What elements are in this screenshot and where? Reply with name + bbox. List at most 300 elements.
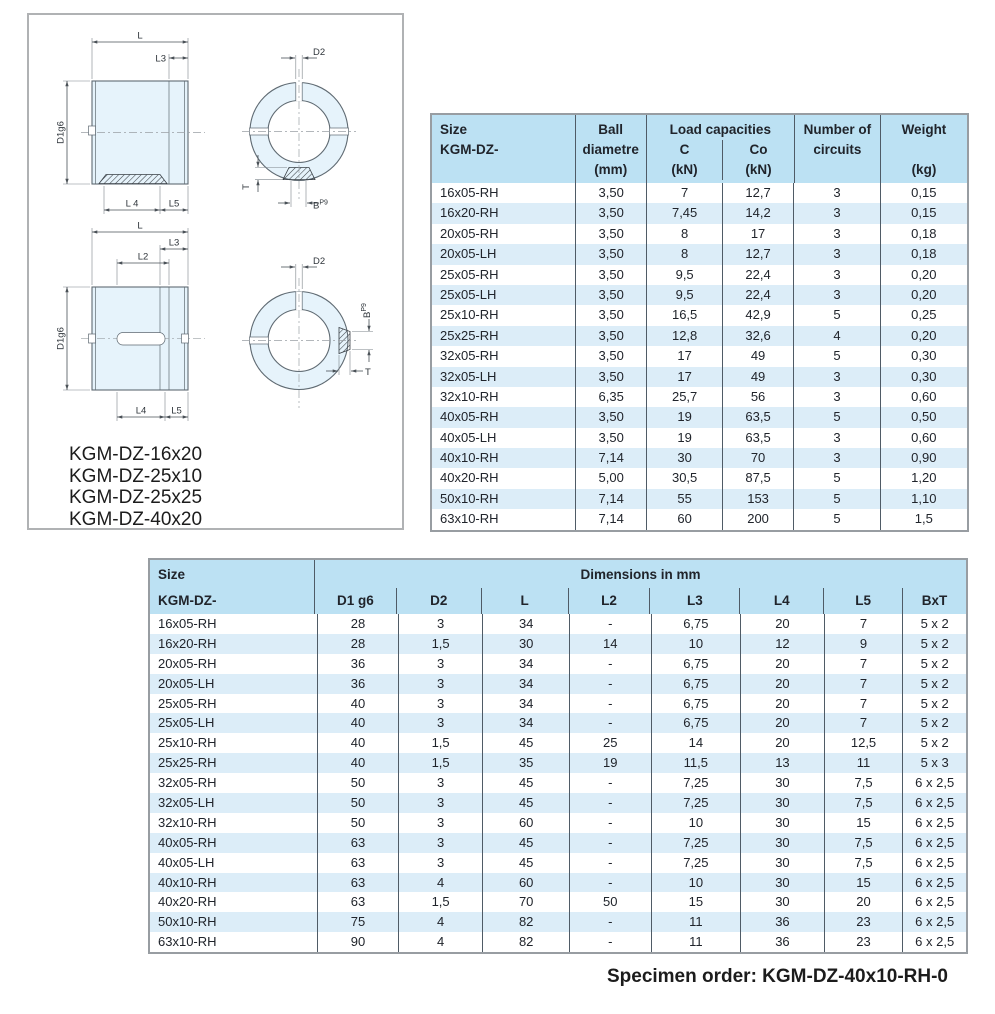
- table-cell: -: [569, 614, 651, 634]
- table-cell: 3: [793, 448, 879, 468]
- table-cell: 45: [482, 773, 569, 793]
- specimen-order: Specimen order: KGM-DZ-40x10-RH-0: [606, 966, 948, 987]
- table-cell: 3: [398, 773, 483, 793]
- col-header-l4: L4: [739, 588, 823, 614]
- table-cell: 3: [793, 285, 879, 305]
- table-cell: 9,5: [646, 285, 721, 305]
- table-cell: 7,14: [575, 489, 646, 509]
- table-cell: 7,25: [651, 773, 741, 793]
- table-cell: 7,5: [824, 853, 903, 873]
- table-cell: 8: [646, 224, 721, 244]
- table-cell: 25x25-RH: [158, 755, 217, 771]
- table-cell: 7: [824, 694, 903, 714]
- table-cell: 7,25: [651, 853, 741, 873]
- table-cell: 153: [722, 489, 793, 509]
- table-cell: 6 x 2,5: [902, 833, 966, 853]
- col-header-size: [432, 115, 575, 183]
- table-cell: 35: [482, 753, 569, 773]
- col-header-dimensions-span: Dimensions in mm: [580, 567, 701, 582]
- table-cell: 22,4: [722, 285, 793, 305]
- table-cell: 17: [646, 367, 721, 387]
- table-cell: 6 x 2,5: [902, 873, 966, 893]
- table-row: [432, 265, 967, 285]
- table-cell: 15: [651, 892, 741, 912]
- table-cell: 25x05-LH: [440, 286, 497, 302]
- dim-label-L4: L4: [135, 405, 147, 417]
- table-cell: 7: [646, 183, 721, 203]
- col-header-c-unit: (kN): [671, 162, 698, 177]
- dim-label-L5: L5: [168, 198, 180, 210]
- table-cell: 32x05-LH: [440, 368, 497, 384]
- table-cell: 11,5: [651, 753, 741, 773]
- model-name: KGM-DZ-25x10: [69, 465, 203, 487]
- table-cell: 34: [482, 694, 569, 714]
- table-cell: 7,5: [824, 793, 903, 813]
- dim-label-D2: D2: [313, 256, 326, 267]
- table-cell: 16,5: [646, 305, 721, 325]
- col-header-c: [647, 140, 722, 180]
- table-cell: 16x20-RH: [440, 205, 499, 221]
- table-row: [150, 873, 966, 893]
- table-cell: 20x05-LH: [158, 675, 215, 691]
- table-cell: 12,7: [722, 244, 793, 264]
- table-row: [432, 224, 967, 244]
- table-cell: 3,50: [575, 367, 646, 387]
- table-cell: 36: [740, 912, 824, 932]
- col-header-co-symbol: Co: [749, 142, 768, 157]
- table-cell: 12,8: [646, 326, 721, 346]
- model-name: KGM-DZ-16x20: [69, 444, 203, 465]
- table-cell: 6,75: [651, 614, 741, 634]
- col-header-size-line2: KGM-DZ-: [158, 593, 217, 608]
- table-cell: 3,50: [575, 285, 646, 305]
- table-cell: 6 x 2,5: [902, 793, 966, 813]
- table-cell: 19: [646, 428, 721, 448]
- col-header-ball-line3: (mm): [594, 162, 628, 177]
- load-table-header: [432, 115, 967, 183]
- table-cell: 1,5: [398, 634, 483, 654]
- table-cell: 0,60: [880, 387, 967, 407]
- table-cell: 1,5: [398, 733, 483, 753]
- table-row: [432, 468, 967, 488]
- table-cell: 0,50: [880, 407, 967, 427]
- table-cell: 60: [646, 509, 721, 529]
- table-cell: 5 x 2: [902, 654, 966, 674]
- table-cell: 30: [646, 448, 721, 468]
- table-cell: 32x05-LH: [158, 795, 215, 811]
- table-cell: 6,75: [651, 713, 741, 733]
- technical-drawing-panel: [27, 13, 404, 530]
- table-cell: -: [569, 932, 651, 952]
- table-cell: 56: [722, 387, 793, 407]
- table-cell: 40x10-RH: [440, 450, 499, 466]
- table-row: [150, 674, 966, 694]
- table-cell: 15: [824, 873, 903, 893]
- table-cell: 28: [317, 634, 398, 654]
- table-cell: 40: [317, 694, 398, 714]
- table-row: [150, 912, 966, 932]
- model-name: KGM-DZ-25x25: [69, 487, 203, 508]
- table-cell: 25x10-RH: [440, 307, 499, 323]
- table-row: [150, 614, 966, 634]
- table-cell: 5 x 2: [902, 713, 966, 733]
- table-row: [432, 346, 967, 366]
- col-header-weight: [880, 115, 967, 183]
- table-row: [432, 244, 967, 264]
- model-name: KGM-DZ-40x20: [69, 508, 203, 530]
- table-cell: 17: [646, 346, 721, 366]
- table-cell: 14: [651, 733, 741, 753]
- table-cell: 32x10-RH: [440, 388, 499, 404]
- table-row: [150, 634, 966, 654]
- table-cell: 30: [740, 853, 824, 873]
- table-cell: 87,5: [722, 468, 793, 488]
- table-cell: 3,50: [575, 244, 646, 264]
- table-cell: 4: [398, 932, 483, 952]
- table-row: [150, 694, 966, 714]
- dim-label-L: L: [137, 30, 143, 42]
- table-cell: 5: [793, 305, 879, 325]
- table-cell: 40x20-RH: [440, 470, 499, 486]
- table-cell: 32x05-RH: [440, 348, 499, 364]
- table-cell: 3: [398, 614, 483, 634]
- table-cell: 4: [398, 873, 483, 893]
- table-cell: 5: [793, 346, 879, 366]
- table-cell: 30: [740, 813, 824, 833]
- table-cell: 11: [651, 932, 741, 952]
- table-cell: 8: [646, 244, 721, 264]
- table-cell: 7,5: [824, 833, 903, 853]
- table-cell: 63: [317, 833, 398, 853]
- table-cell: 3,50: [575, 305, 646, 325]
- table-cell: 23: [824, 912, 903, 932]
- table-cell: 1,5: [398, 753, 483, 773]
- col-header-c-symbol: C: [679, 142, 690, 157]
- table-cell: 25x05-RH: [440, 266, 499, 282]
- table-cell: 3: [793, 367, 879, 387]
- table-cell: 11: [824, 753, 903, 773]
- table-cell: 40: [317, 733, 398, 753]
- table-cell: 7: [824, 614, 903, 634]
- table-cell: 30: [740, 833, 824, 853]
- table-cell: -: [569, 912, 651, 932]
- table-cell: 3,50: [575, 265, 646, 285]
- col-header-weight-label: Weight: [901, 122, 947, 137]
- table-cell: 63: [317, 853, 398, 873]
- table-cell: 20: [740, 694, 824, 714]
- table-cell: 12,7: [722, 183, 793, 203]
- table-cell: 3: [793, 265, 879, 285]
- table-row: [432, 509, 967, 529]
- table-cell: 70: [722, 448, 793, 468]
- table-row: [150, 753, 966, 773]
- model-list: [69, 444, 202, 530]
- table-cell: 40x05-RH: [158, 834, 217, 850]
- col-header-bxt: BxT: [902, 588, 966, 614]
- table-cell: 6 x 2,5: [902, 912, 966, 932]
- col-header-co: [722, 140, 794, 180]
- table-cell: 50: [317, 813, 398, 833]
- dim-label-BP9: $B^{P9}$: [361, 303, 373, 318]
- col-header-circuits-line2: circuits: [813, 142, 862, 157]
- dim-label-D1g6: D1g6: [55, 121, 67, 144]
- col-header-size-line2: KGM-DZ-: [440, 142, 499, 157]
- table-cell: 5 x 2: [902, 634, 966, 654]
- table-cell: 22,4: [722, 265, 793, 285]
- table-cell: 50x10-RH: [440, 490, 499, 506]
- table-row: [150, 813, 966, 833]
- dim-label-T: T: [365, 367, 371, 378]
- table-cell: 0,15: [880, 203, 967, 223]
- col-header-weight-spacer: [881, 140, 967, 160]
- table-cell: 200: [722, 509, 793, 529]
- table-cell: 19: [569, 753, 651, 773]
- load-capacities-table: [430, 113, 969, 532]
- dim-label-D1g6: D1g6: [55, 327, 67, 350]
- dim-label-L5: L5: [171, 405, 182, 417]
- table-row: [432, 448, 967, 468]
- table-cell: 3,50: [575, 326, 646, 346]
- table-cell: 16x05-RH: [440, 185, 499, 200]
- table-cell: 10: [651, 873, 741, 893]
- table-cell: 32,6: [722, 326, 793, 346]
- table-cell: 45: [482, 853, 569, 873]
- table-cell: 75: [317, 912, 398, 932]
- table-cell: 42,9: [722, 305, 793, 325]
- table-row: [150, 713, 966, 733]
- table-cell: 5 x 3: [902, 753, 966, 773]
- table-cell: 0,20: [880, 265, 967, 285]
- table-cell: 3: [398, 694, 483, 714]
- dim-label-L2: L2: [137, 251, 149, 263]
- table-cell: 34: [482, 654, 569, 674]
- table-cell: 40x05-LH: [440, 429, 497, 445]
- table-cell: 34: [482, 614, 569, 634]
- table-cell: 10: [651, 813, 741, 833]
- table-cell: 30: [740, 873, 824, 893]
- table-cell: 25x25-RH: [440, 327, 499, 343]
- table-cell: 5 x 2: [902, 674, 966, 694]
- table-cell: -: [569, 713, 651, 733]
- table-row: [432, 183, 967, 203]
- table-cell: 13: [740, 753, 824, 773]
- dim-label-L4: L 4: [125, 198, 139, 210]
- table-cell: 50: [569, 892, 651, 912]
- table-cell: 14,2: [722, 203, 793, 223]
- table-row: [432, 367, 967, 387]
- table-cell: 3: [398, 654, 483, 674]
- col-header-ball-line2: diametre: [582, 142, 639, 157]
- table-cell: 5: [793, 509, 879, 529]
- table-cell: 12: [740, 634, 824, 654]
- table-cell: 20: [824, 892, 903, 912]
- table-cell: 3: [793, 203, 879, 223]
- dim-label-L3: L3: [168, 237, 180, 249]
- table-cell: 55: [646, 489, 721, 509]
- table-cell: 20x05-LH: [440, 246, 497, 262]
- table-cell: 34: [482, 713, 569, 733]
- table-cell: 25x05-RH: [158, 695, 217, 711]
- table-cell: 25x05-LH: [158, 715, 215, 731]
- table-cell: 0,90: [880, 448, 967, 468]
- table-cell: 70: [482, 892, 569, 912]
- table-cell: 25: [569, 733, 651, 753]
- dim-label-T: T: [241, 184, 252, 190]
- table-cell: 20: [740, 654, 824, 674]
- table-cell: 3,50: [575, 407, 646, 427]
- side-view-drawing-2: [56, 221, 206, 422]
- table-cell: 45: [482, 793, 569, 813]
- table-cell: 63: [317, 892, 398, 912]
- table-cell: 5: [793, 489, 879, 509]
- col-header-l5: L5: [823, 588, 902, 614]
- table-cell: 7,14: [575, 448, 646, 468]
- table-cell: 5: [793, 407, 879, 427]
- dimensions-table-body: [150, 614, 966, 952]
- table-cell: 20x05-RH: [440, 225, 499, 241]
- col-header-dimensions: [314, 560, 966, 614]
- table-row: [150, 892, 966, 912]
- dim-label-D2: D2: [313, 47, 326, 58]
- table-cell: 3: [398, 674, 483, 694]
- table-cell: 23: [824, 932, 903, 952]
- table-cell: 12,5: [824, 733, 903, 753]
- table-row: [150, 932, 966, 952]
- table-cell: 0,30: [880, 346, 967, 366]
- table-cell: 3,50: [575, 428, 646, 448]
- table-cell: 25,7: [646, 387, 721, 407]
- table-cell: 0,20: [880, 326, 967, 346]
- table-cell: 20: [740, 674, 824, 694]
- table-cell: 50: [317, 773, 398, 793]
- table-cell: -: [569, 674, 651, 694]
- table-cell: 9,5: [646, 265, 721, 285]
- table-cell: 36: [317, 674, 398, 694]
- table-row: [150, 793, 966, 813]
- table-cell: 40x05-LH: [158, 854, 215, 870]
- table-row: [432, 285, 967, 305]
- table-cell: -: [569, 873, 651, 893]
- col-header-l2: L2: [568, 588, 650, 614]
- table-cell: 7,25: [651, 833, 741, 853]
- col-header-co-unit: (kN): [745, 162, 772, 177]
- table-cell: 28: [317, 614, 398, 634]
- table-cell: 3: [398, 793, 483, 813]
- table-cell: 40x10-RH: [158, 874, 217, 890]
- table-cell: 63,5: [722, 428, 793, 448]
- table-cell: 30,5: [646, 468, 721, 488]
- table-cell: 7,45: [646, 203, 721, 223]
- table-cell: 60: [482, 813, 569, 833]
- table-cell: -: [569, 853, 651, 873]
- table-cell: 20: [740, 733, 824, 753]
- table-row: [150, 654, 966, 674]
- table-cell: 6,75: [651, 694, 741, 714]
- table-row: [432, 305, 967, 325]
- table-cell: 4: [398, 912, 483, 932]
- dim-label-BP9: $B^{P9}$: [313, 199, 328, 212]
- table-cell: -: [569, 833, 651, 853]
- table-cell: 6,75: [651, 654, 741, 674]
- table-cell: 3,50: [575, 183, 646, 203]
- table-cell: 3,50: [575, 224, 646, 244]
- dim-label-L3: L3: [155, 53, 166, 65]
- col-header-l3: L3: [649, 588, 739, 614]
- table-cell: 4: [793, 326, 879, 346]
- table-cell: 63: [317, 873, 398, 893]
- table-row: [150, 833, 966, 853]
- table-cell: 49: [722, 346, 793, 366]
- table-row: [432, 489, 967, 509]
- table-cell: 60: [482, 873, 569, 893]
- table-cell: 0,25: [880, 305, 967, 325]
- table-cell: 36: [740, 932, 824, 952]
- col-header-size-line1: Size: [440, 122, 468, 137]
- table-cell: -: [569, 813, 651, 833]
- col-header-ball-line1: Ball: [598, 122, 624, 137]
- table-cell: 30: [740, 892, 824, 912]
- table-cell: 63,5: [722, 407, 793, 427]
- table-cell: -: [569, 773, 651, 793]
- table-cell: 45: [482, 833, 569, 853]
- table-cell: 7,25: [651, 793, 741, 813]
- table-cell: 14: [569, 634, 651, 654]
- col-header-d2: D2: [396, 588, 481, 614]
- table-cell: 3: [398, 853, 483, 873]
- table-cell: 82: [482, 932, 569, 952]
- table-cell: 7: [824, 654, 903, 674]
- col-header-weight-unit: (kg): [911, 162, 937, 177]
- load-table-body: [432, 183, 967, 530]
- table-cell: 5: [793, 468, 879, 488]
- table-cell: 32x10-RH: [158, 814, 217, 830]
- cross-section-drawing-1: [241, 47, 356, 212]
- table-row: [432, 407, 967, 427]
- table-cell: 6 x 2,5: [902, 773, 966, 793]
- table-cell: 10: [651, 634, 741, 654]
- col-header-circuits: [794, 115, 880, 183]
- table-cell: 15: [824, 813, 903, 833]
- table-cell: 3,50: [575, 346, 646, 366]
- table-cell: 36: [317, 654, 398, 674]
- col-header-load-capacities: [646, 115, 794, 183]
- table-cell: 3: [793, 183, 879, 203]
- table-cell: 17: [722, 224, 793, 244]
- table-row: [432, 387, 967, 407]
- table-cell: 7: [824, 674, 903, 694]
- table-cell: 0,18: [880, 244, 967, 264]
- table-cell: -: [569, 654, 651, 674]
- table-cell: 20x05-RH: [158, 655, 217, 671]
- table-cell: 49: [722, 367, 793, 387]
- table-cell: 63x10-RH: [158, 934, 217, 950]
- table-cell: 11: [651, 912, 741, 932]
- table-cell: 63x10-RH: [440, 511, 499, 527]
- table-cell: 7,14: [575, 509, 646, 529]
- table-cell: 0,60: [880, 428, 967, 448]
- table-cell: 20: [740, 614, 824, 634]
- table-cell: 1,5: [398, 892, 483, 912]
- table-cell: 9: [824, 634, 903, 654]
- side-view-drawing-1: [56, 31, 206, 215]
- table-cell: 6 x 2,5: [902, 813, 966, 833]
- table-cell: 40: [317, 713, 398, 733]
- dimensions-table-header: [150, 560, 966, 614]
- table-cell: 50x10-RH: [158, 914, 217, 930]
- table-cell: 25x10-RH: [158, 735, 217, 751]
- table-row: [150, 733, 966, 753]
- table-cell: 1,20: [880, 468, 967, 488]
